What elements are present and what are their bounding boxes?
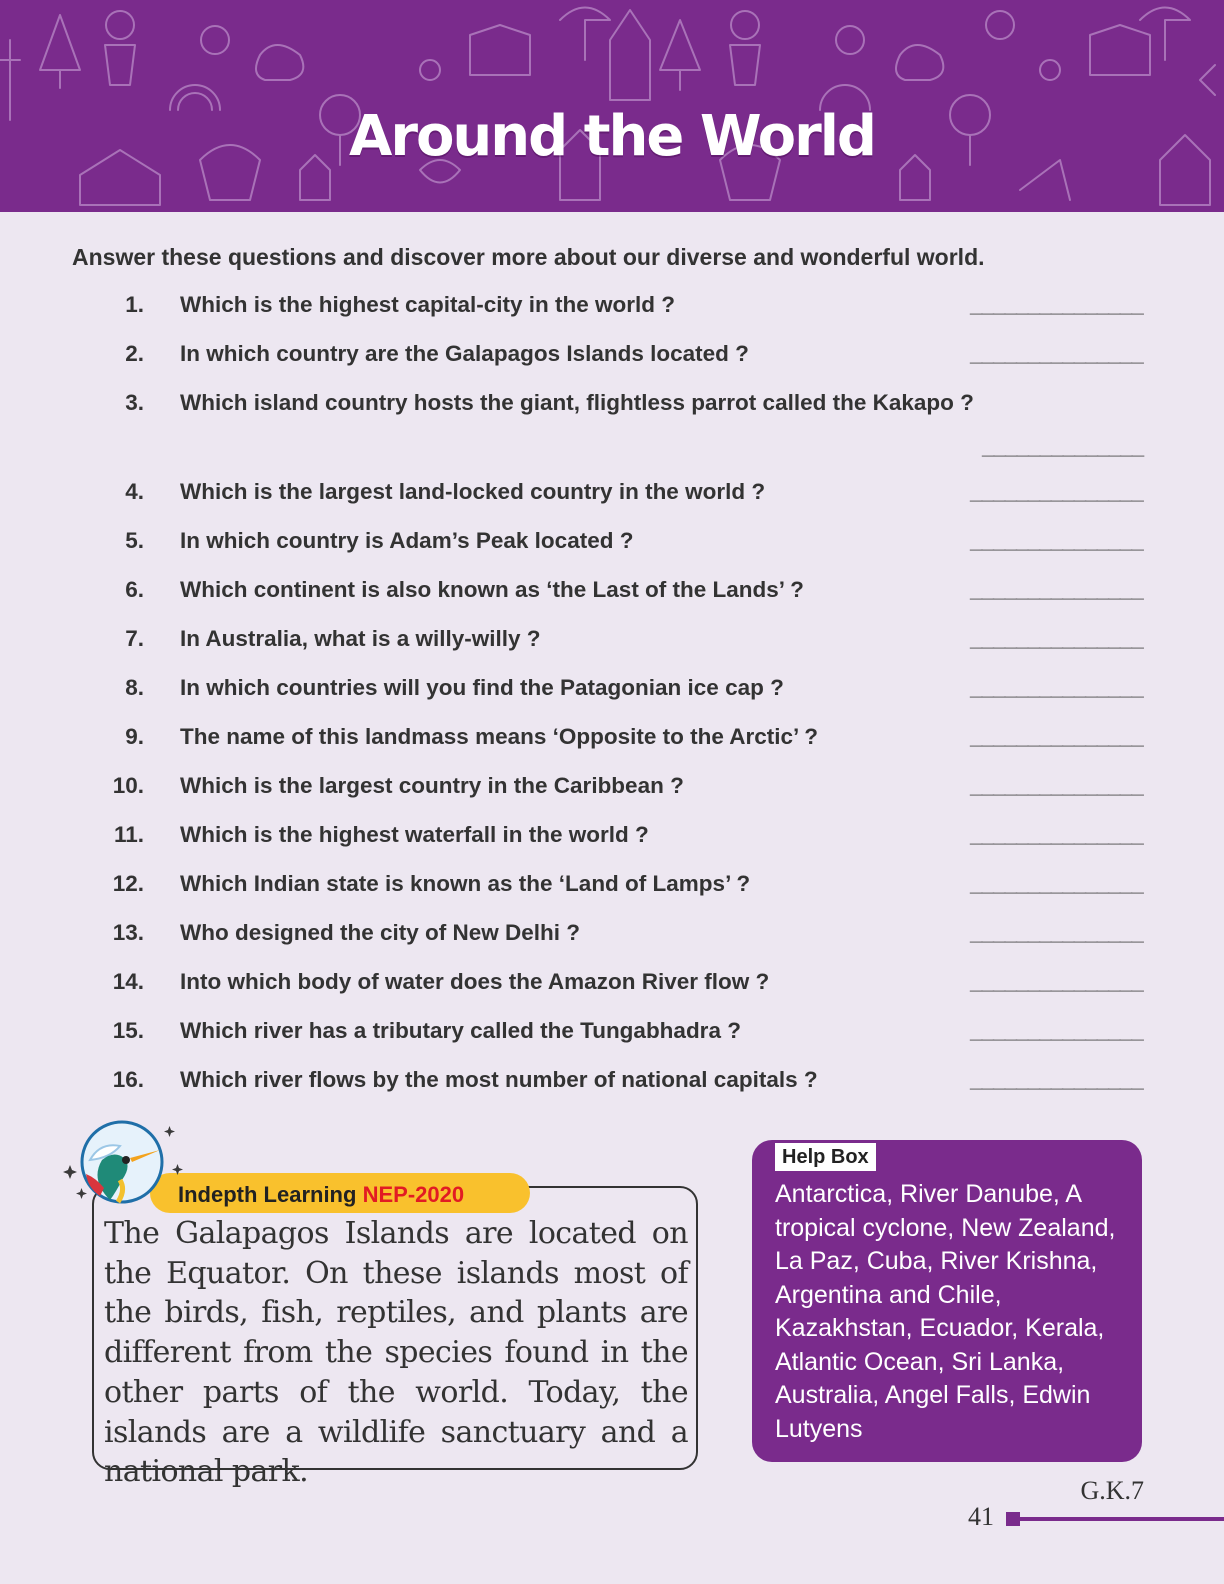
- question-item: [0, 773, 1224, 805]
- question-number: 4.: [125, 479, 144, 504]
- answer-blank[interactable]: _______________: [970, 479, 1143, 504]
- question-text: In which country is Adam’s Peak located ?: [180, 528, 634, 553]
- answer-blank[interactable]: _______________: [970, 969, 1143, 994]
- question-text: In which country are the Galapagos Islands located ?: [180, 341, 749, 366]
- question-item: [0, 528, 1224, 560]
- question-text: Which Indian state is known as the ‘Land of Lamps’ ?: [180, 871, 751, 896]
- question-number: 16.: [112, 1067, 144, 1092]
- intro-text: Answer these questions and discover more about our diverse and wonderful world.: [72, 244, 985, 270]
- answer-blank[interactable]: _______________: [970, 724, 1143, 749]
- answer-blank[interactable]: _______________: [970, 920, 1143, 945]
- answer-blank[interactable]: _______________: [970, 871, 1143, 896]
- page-number: 41: [968, 1502, 994, 1531]
- answer-blank[interactable]: _______________: [970, 1067, 1143, 1092]
- question-item: [0, 626, 1224, 658]
- kid-doodle-icon: [106, 11, 134, 39]
- question-item: [0, 479, 1224, 511]
- book-doodle-icon: [470, 25, 530, 75]
- question-number: 9.: [125, 724, 144, 749]
- question-number: 1.: [125, 292, 144, 317]
- page-title: Around the World: [348, 104, 875, 169]
- question-text: Which river flows by the most number of national capitals ?: [180, 1067, 818, 1092]
- question-item: [0, 969, 1224, 1001]
- answer-blank[interactable]: _______________: [970, 292, 1143, 317]
- indepth-title: Indepth Learning: [178, 1182, 357, 1207]
- question-text: Which island country hosts the giant, flightless parrot called the Kakapo ?: [180, 390, 974, 415]
- subject-label: G.K.7: [1080, 1476, 1144, 1505]
- indepth-label: [178, 1182, 464, 1208]
- question-text: Which river has a tributary called the Tungabhadra ?: [180, 1018, 741, 1043]
- question-text: Who designed the city of New Delhi ?: [180, 920, 581, 945]
- bird-mascot-icon: [60, 1120, 188, 1220]
- answer-blank[interactable]: _______________: [970, 528, 1143, 553]
- answer-blank[interactable]: _______________: [970, 675, 1143, 700]
- answer-blank[interactable]: _______________: [970, 822, 1143, 847]
- question-text: Which continent is also known as ‘the Last of the Lands’ ?: [180, 577, 804, 602]
- tree-doodle-icon: [40, 15, 80, 88]
- question-number: 2.: [125, 341, 144, 366]
- question-item: [0, 822, 1224, 854]
- question-text: The name of this landmass means ‘Opposite to the Arctic’ ?: [180, 724, 819, 749]
- help-box-text: Antarctica, River Danube, A tropical cyclone, New Zealand, La Paz, Cuba, River Krishna, Argentina and Chile, Kazakhstan, Ecuador, Kerala, Atlantic Ocean, Sri Lanka, Australia, Angel Falls, Edwin Lutyens: [775, 1180, 1116, 1443]
- question-item: [0, 577, 1224, 609]
- question-text: Which is the largest land-locked country in the world ?: [180, 479, 766, 504]
- question-number: 3.: [125, 390, 144, 415]
- answer-blank[interactable]: _______________: [970, 773, 1143, 798]
- question-number: 6.: [125, 577, 144, 602]
- nep-tag: NEP-2020: [362, 1182, 465, 1207]
- question-text: Which is the highest capital-city in the world ?: [180, 292, 676, 317]
- question-item: [0, 341, 1224, 373]
- question-item: [0, 390, 1224, 459]
- snail-doodle-icon: [201, 26, 229, 54]
- header-banner: [0, 0, 1224, 212]
- answer-blank[interactable]: _______________: [970, 341, 1143, 366]
- answer-blank[interactable]: _______________: [970, 577, 1143, 602]
- help-box-label: Help Box: [775, 1143, 876, 1171]
- answer-blank[interactable]: _______________: [970, 626, 1143, 651]
- question-number: 10.: [112, 773, 144, 798]
- question-item: [0, 1067, 1224, 1099]
- indepth-text: The Galapagos Islands are located on the Equator. On these islands most of the birds, fish, reptiles, and plants are different from the species found in the other parts of the world. Today, the islands are a wildlife sanctuary and a national park.: [104, 1216, 688, 1490]
- question-number: 8.: [125, 675, 144, 700]
- building-doodle-icon: [610, 10, 650, 100]
- question-number: 7.: [125, 626, 144, 651]
- question-item: [0, 675, 1224, 707]
- question-item: [0, 920, 1224, 952]
- question-number: 12.: [112, 871, 144, 896]
- answer-blank[interactable]: ______________: [982, 434, 1144, 459]
- question-text: Which is the largest country in the Caribbean ?: [180, 773, 684, 798]
- question-number: 5.: [125, 528, 144, 553]
- question-text: In which countries will you find the Patagonian ice cap ?: [180, 675, 784, 700]
- question-number: 14.: [112, 969, 144, 994]
- sheep-doodle-icon: [256, 45, 303, 80]
- question-text: In Australia, what is a willy-willy ?: [180, 626, 541, 651]
- question-item: [0, 724, 1224, 756]
- question-number: 11.: [113, 822, 144, 847]
- answer-blank[interactable]: _______________: [970, 1018, 1143, 1043]
- question-number: 13.: [112, 920, 144, 945]
- umbrella-doodle-icon: [560, 8, 610, 61]
- question-item: [0, 871, 1224, 903]
- question-number: 15.: [112, 1018, 144, 1043]
- question-item: [0, 292, 1224, 324]
- question-text: Which is the highest waterfall in the world ?: [180, 822, 649, 847]
- question-item: [0, 1018, 1224, 1050]
- page-rule: [1018, 1517, 1224, 1521]
- question-text: Into which body of water does the Amazon River flow ?: [180, 969, 770, 994]
